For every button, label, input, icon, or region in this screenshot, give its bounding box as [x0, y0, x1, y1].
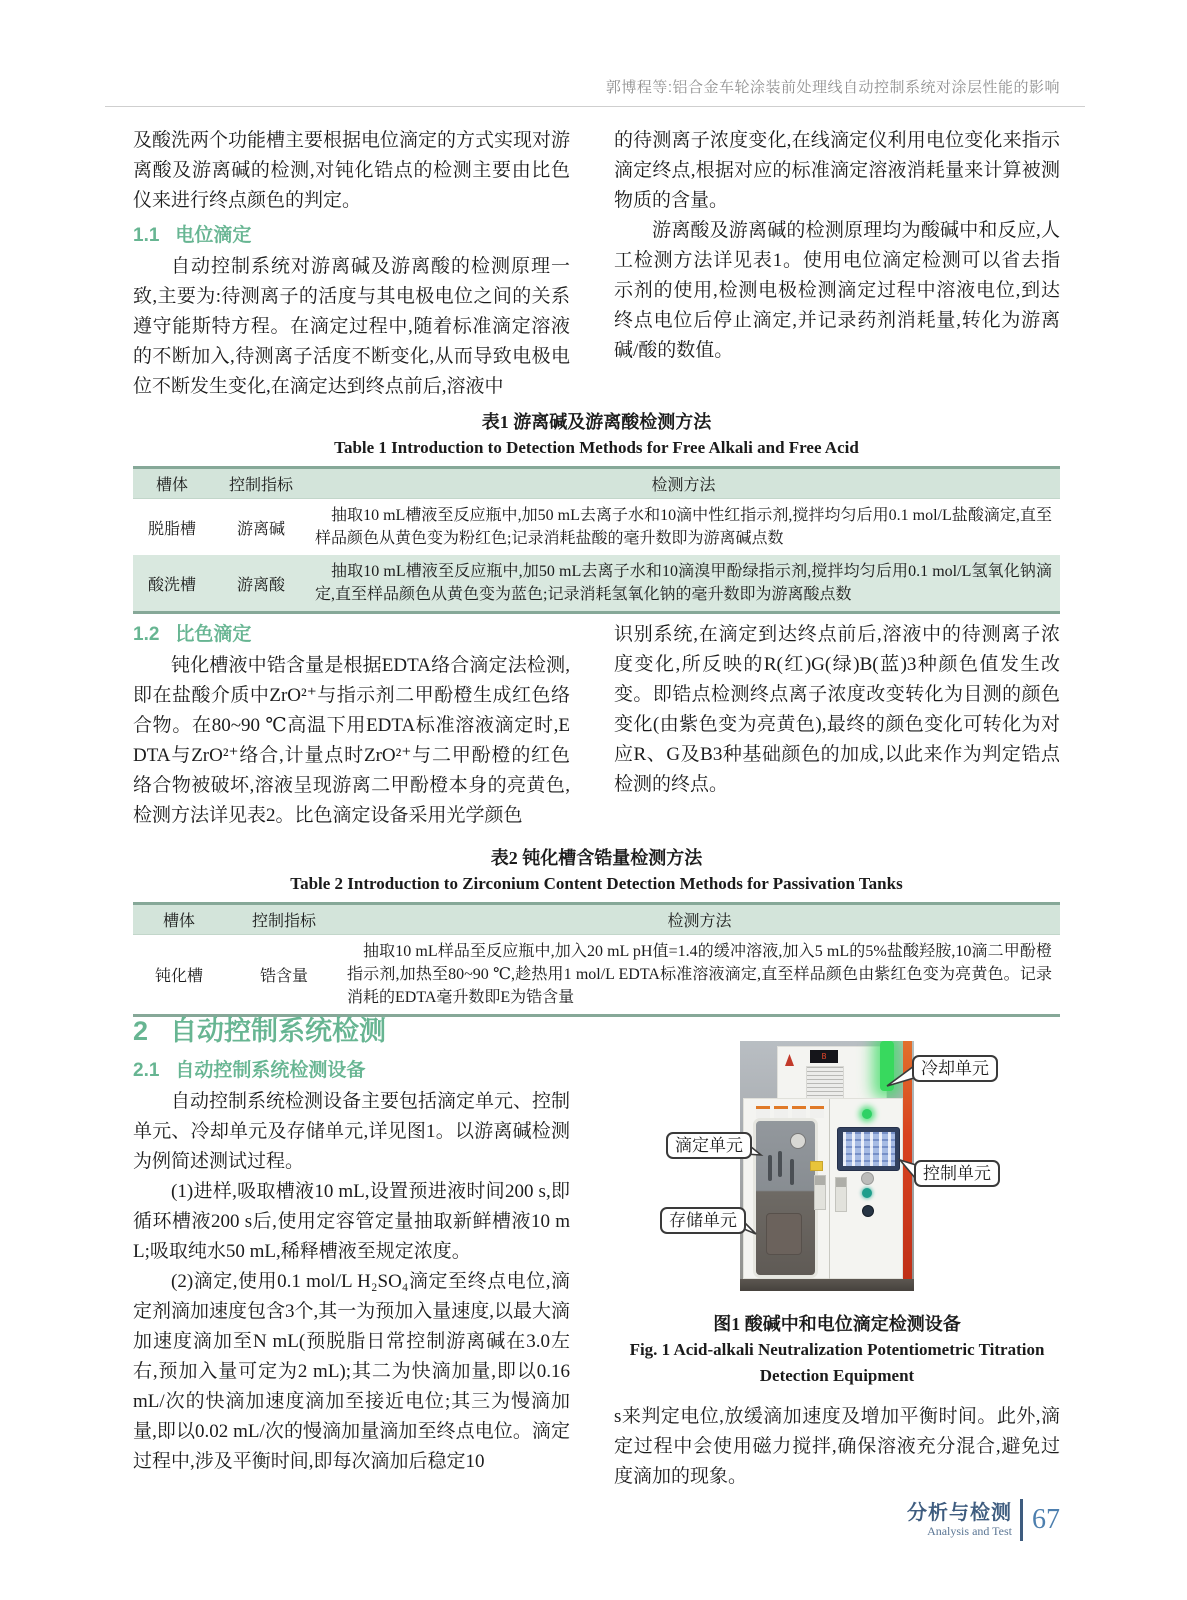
- heading-1-1-title: 电位滴定: [175, 225, 252, 246]
- table-2-row1-indicator: 锆含量: [259, 968, 308, 985]
- table-2-header-indicator: 控制指标: [251, 913, 316, 930]
- page-number: 67: [1032, 1504, 1060, 1535]
- paragraph-2-1-c: (2)滴定,使用0.1 mol/L H₂SO₄滴定至终点电位,滴定剂滴加速度包含3个,其一为预加入量速度,以最大滴加速度滴加至N mL(预脱脂日常控制游离碱在3.0左右,预加入量可定为2 mL);其二为快滴加量,即以0.16 mL/次的快滴加速度滴加至接近电位;其三为慢滴加量,即以0.02 mL/次的慢滴加量滴加至终点电位。滴定过程中,涉及平衡时间,即每次滴加后稳定10: [133, 1271, 571, 1472]
- table-1-title-zh: 表1 游离碱及游离酸检测方法: [481, 412, 712, 432]
- column-right-top: [614, 126, 1060, 366]
- table-1-row2-tank: 酸洗槽: [147, 576, 196, 594]
- table-1-row2-indicator: 游离酸: [236, 576, 285, 594]
- paragraph-intro-right: 的待测离子浓度变化,在线滴定仪利用电位变化来指示滴定终点,根据对应的标准滴定溶液消耗量来计算被测物质的含量。: [614, 130, 1060, 211]
- heading-1-2-title: 比色滴定: [175, 624, 252, 645]
- table-1-header-row: [133, 469, 1060, 499]
- heading-2-title: 自动控制系统检测: [170, 1016, 387, 1046]
- heading-1-2: [133, 622, 570, 648]
- table-2-row1-method: [343, 935, 1060, 1014]
- table-1-row1-method-text: 抽取10 mL槽液至反应瓶中,加50 mL去离子水和10滴中性红指示剂,搅拌均匀后用0.1 mol/L盐酸滴定,直至样品颜色从黄色变为粉红色;记录消耗盐酸的毫升数即为游离碱点数: [315, 507, 1052, 547]
- figure-1-caption-zh: 图1 酸碱中和电位滴定检测设备: [713, 1314, 961, 1334]
- paragraph-2-1-a: 自动控制系统检测设备主要包括滴定单元、控制单元、冷却单元及存储单元,详见图1。以游离碱检测为例简述测试过程。: [133, 1091, 571, 1172]
- table-1-title-en: Table 1 Introduction to Detection Methods for Free Alkali and Free Acid: [334, 438, 859, 457]
- label-cooling-unit: 冷却单元: [912, 1055, 998, 1082]
- heading-2-number: 2: [133, 1016, 149, 1046]
- table-1-header-indicator: 控制指标: [228, 477, 293, 494]
- page-footer: [907, 1499, 1060, 1541]
- label-titration-unit: 滴定单元: [666, 1132, 752, 1159]
- column-right-figure: [614, 1012, 1060, 1492]
- paragraph-2-1-b: (1)进样,吸取槽液10 mL,设置预进液时间200 s,即循环槽液200 s后,使用定容管定量抽取新鲜槽液10 mL;吸取纯水50 mL,稀释槽液至规定浓度。: [133, 1181, 570, 1262]
- table-1-row1-tank: 脱脂槽: [147, 520, 196, 538]
- heading-2-1: [133, 1058, 570, 1084]
- label-storage-unit: 存储单元: [660, 1207, 746, 1234]
- table-2-row1-tank: 钝化槽: [154, 968, 203, 985]
- paragraph-1-1: 自动控制系统对游离碱及游离酸的检测原理一致,主要为:待测离子的活度与其电极电位之间的关系遵守能斯特方程。在滴定过程中,随着标准滴定溶液的不断加入,待测离子活度不断变化,从而导致电极电位不断发生变化,在滴定达到终点前后,溶液中: [133, 256, 570, 397]
- header-rule: [105, 106, 1085, 107]
- column-left-sec2: [133, 1012, 570, 1477]
- label-control-unit: 控制单元: [914, 1160, 1000, 1187]
- footer-section-zh: 分析与检测: [907, 1502, 1012, 1524]
- paragraph-intro-left: 及酸洗两个功能槽主要根据电位滴定的方式实现对游离酸及游离碱的检测,对钝化锆点的检测主要由比色仪来进行终点颜色的判定。: [133, 130, 571, 211]
- table-row: [133, 935, 1060, 1014]
- footer-divider: [1020, 1499, 1023, 1541]
- paragraph-2-1-right-tail: s来判定电位,放缓滴加速度及增加平衡时间。此外,滴定过程中会使用磁力搅拌,确保溶液充分混合,避免过度滴加的现象。: [614, 1406, 1060, 1487]
- running-head: 郭博程等:铝合金车轮涂装前处理线自动控制系统对涂层性能的影响: [605, 79, 1060, 96]
- table-1-header-method: 检测方法: [651, 477, 716, 494]
- column-right-sec12: [614, 620, 1060, 800]
- table-1-row2-method-text: 抽取10 mL槽液至反应瓶中,加50 mL去离子水和10滴溴甲酚绿指示剂,搅拌均匀后用0.1 mol/L氢氧化钠滴定,直至样品颜色从黄色变为蓝色;记录消耗氢氧化钠的毫升数即为游离酸点数: [315, 563, 1052, 603]
- paragraph-neutralization: 游离酸及游离碱的检测原理均为酸碱中和反应,人工检测方法详见表1。使用电位滴定检测可以省去指示剂的使用,检测电极检测滴定过程中溶液电位,到达终点电位后停止滴定,并记录药剂消耗量,转化为游离碱/酸的数值。: [614, 220, 1060, 361]
- table-1-header-tank: 槽体: [155, 477, 188, 494]
- table-2-row1-method-text: 抽取10 mL样品至反应瓶中,加入20 mL pH值=1.4的缓冲溶液,加入5 mL的5%盐酸羟胺,10滴二甲酚橙指示剂,加热至80~90 ℃,趁热用1 mol/L EDTA标准溶液滴定,直至样品颜色由紫红色变为亮黄色。记录消耗的EDTA毫升数即E为锆含量: [347, 943, 1052, 1006]
- table-1-row1-method: [311, 499, 1060, 555]
- paragraph-1-2-right: 识别系统,在滴定到达终点前后,溶液中的待测离子浓度变化,所反映的R(红)G(绿)B(蓝)3种颜色值发生改变。即锆点检测终点离子浓度改变转化为目测的颜色变化(由紫色变为亮黄色),最终的颜色变化可转化为对应R、G及B3种基础颜色的加成,以此来作为判定锆点检测的终点。: [614, 624, 1060, 795]
- footer-section: [907, 1502, 1012, 1538]
- heading-2-1-title: 自动控制系统检测设备: [175, 1060, 366, 1081]
- temperature-display: B: [810, 1050, 838, 1063]
- heading-1-1: [133, 223, 570, 249]
- table-row: [133, 555, 1060, 611]
- paragraph-1-2-left: 钝化槽液中锆含量是根据EDTA络合滴定法检测,即在盐酸介质中ZrO²⁺与指示剂二甲酚橙生成红色络合物。在80~90 ℃高温下用EDTA标准溶液滴定时,EDTA与ZrO²⁺络合,计量点时ZrO²⁺与二甲酚橙的红色络合物被破坏,溶液呈现游离二甲酚橙本身的亮黄色,检测方法详见表2。比色滴定设备采用光学颜色: [133, 655, 570, 826]
- table-2-block: [133, 845, 1060, 1017]
- table-2-header-tank: 槽体: [162, 913, 195, 930]
- table-2-title-en: Table 2 Introduction to Zirconium Content Detection Methods for Passivation Tanks: [290, 874, 903, 893]
- heading-1-1-number: 1.1: [133, 225, 160, 246]
- column-left-top: [133, 126, 570, 402]
- figure-1: [614, 1012, 1060, 1304]
- table-2-header-row: [133, 905, 1060, 935]
- table-1-block: [133, 409, 1060, 614]
- table-2-header-method: 检测方法: [667, 913, 732, 930]
- table-2: [133, 902, 1060, 1017]
- heading-1-2-number: 1.2: [133, 624, 160, 645]
- footer-section-en: Analysis and Test: [927, 1524, 1012, 1538]
- heading-2: [133, 1012, 570, 1050]
- table-1-row1-indicator: 游离碱: [236, 520, 285, 538]
- table-2-title-zh: 表2 钝化槽含锆量检测方法: [490, 848, 703, 868]
- table-1-row2-method: [311, 555, 1060, 611]
- figure-1-caption-en: Fig. 1 Acid-alkali Neutralization Potentiometric Titration Detection Equipment: [629, 1340, 1045, 1385]
- table-1: [133, 466, 1060, 614]
- heading-2-1-number: 2.1: [133, 1060, 160, 1081]
- table-row: [133, 499, 1060, 555]
- column-left-sec12: [133, 622, 570, 831]
